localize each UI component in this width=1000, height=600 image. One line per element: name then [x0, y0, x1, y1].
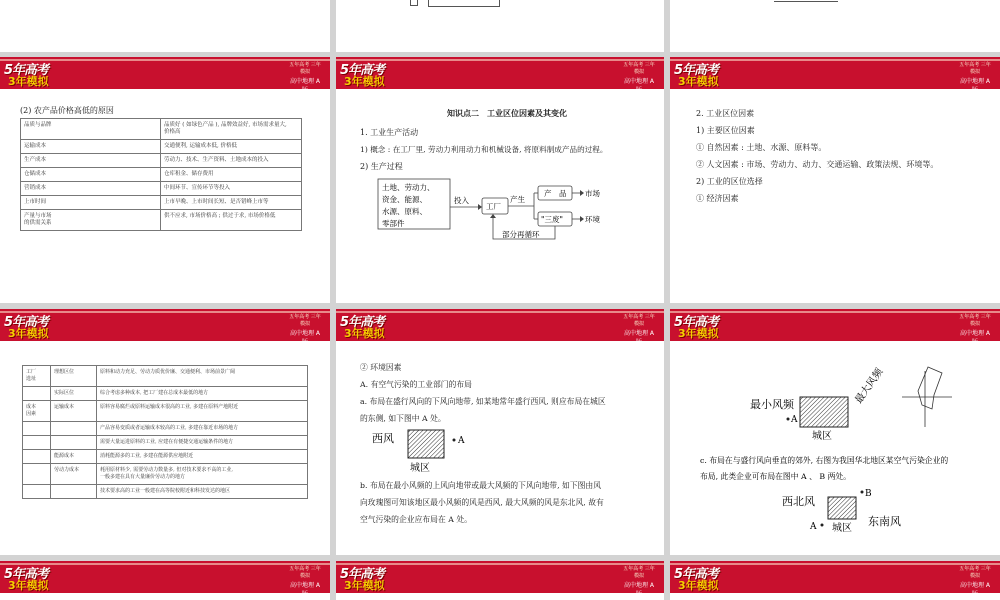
recycle-label: 部分再循环: [502, 230, 540, 239]
table-cell: [23, 450, 51, 464]
table-cell: 能源成本: [51, 450, 97, 464]
table-cell: 运输成本: [21, 140, 161, 154]
text-line: 向玫瑰图可知该地区最小风频的风是西风, 最大风频的风是东北风, 故有: [360, 498, 604, 507]
text-line: A. 有空气污染的工业部门的布局: [360, 380, 472, 389]
table-cell: 运输成本: [51, 401, 97, 422]
slide-fragment-top-middle: [336, 0, 664, 52]
text-line: 2. 工业区位因素: [696, 109, 755, 118]
publisher-badge-icon: 五年高考 三年模拟 高中地理 A版: [289, 314, 321, 346]
table-cell: 原料容易腐烂或原料运输成本很高的工业, 多建在原料产地附近: [97, 401, 308, 422]
diagram-fragment: [774, 0, 838, 2]
paragraph-line: c. 布局在与盛行风向垂直的郊外, 右图为我国华北地区某空气污染企业的: [700, 456, 949, 465]
text-line: a. 布局在盛行风向的下风向地带, 如某地常年盛行西风, 则应布局在城区: [360, 397, 606, 406]
waste-label: "三废": [541, 215, 563, 224]
publisher-badge-icon: 五年高考 三年模拟 高中地理 A版: [959, 62, 991, 94]
table-cell: 上市早晚、上市时间长短、是否错峰上市等: [161, 196, 302, 210]
slide-header-band: [0, 561, 330, 598]
arrow-output-label: 产生: [510, 195, 525, 204]
slide-header-band: [670, 561, 1000, 598]
table-cell: 仓储成本: [21, 168, 161, 182]
table-row: [23, 387, 308, 401]
slide-header-band: [336, 561, 664, 598]
table-cell: 技术要求高的工业一般建在高等院校附近和科技发达的地区: [97, 485, 308, 499]
slide-6[interactable]: [670, 309, 1000, 555]
min-frequency-label: 最小风频: [750, 398, 794, 411]
slide-fragment-bottom-middle: [336, 561, 664, 600]
table-cell: 供不应求, 市场价格高 ; 供过于求, 市场价格低: [161, 210, 302, 231]
table-cell: 实际区位: [51, 387, 97, 401]
text-line: 空气污染的企业应布局在 A 处。: [360, 515, 472, 524]
table-row: [23, 450, 308, 464]
point-b-label: B: [865, 489, 872, 499]
inputs-line-3: 水源、原料、: [382, 207, 427, 216]
table-cell: [23, 436, 51, 450]
city2-label: 城区: [832, 523, 852, 534]
table-cell: 品质好 ( 如绿色产品 ), 品牌效益好, 市场需求量大, 价格高: [161, 119, 302, 140]
slide-4[interactable]: [0, 309, 330, 555]
southeast-wind-label: 东南风: [868, 515, 901, 528]
text-line: ② 人文因素 : 市场、劳动力、动力、交通运输、政策法规、环境等。: [696, 160, 939, 169]
table-cell: 中间环节、宣传环节等投入: [161, 182, 302, 196]
table-cell: 工厂 选址: [23, 366, 51, 387]
text-line: 1) 概念 : 在工厂里, 劳动力利用动力和机械设备, 将原料制成产品的过程。: [360, 145, 608, 154]
section-heading: (2) 农产品价格高低的原因: [20, 106, 114, 115]
northwest-wind-label: 西北风: [782, 495, 815, 508]
table-cell: [51, 485, 97, 499]
table-cell: 营销成本: [21, 182, 161, 196]
table-cell: [23, 485, 51, 499]
environment-label: 环境: [585, 215, 600, 224]
publisher-badge-icon: 五年高考 三年模拟 高中地理 A版: [959, 314, 991, 346]
production-process-diagram: [336, 57, 664, 303]
point-a-label: A: [791, 415, 798, 425]
5n3n-logo: 5年高考 3年模拟: [4, 315, 49, 340]
table-row: [21, 140, 302, 154]
table-row: [21, 182, 302, 196]
slide-fragment-bottom-right: [670, 561, 1000, 600]
table-row: [23, 464, 308, 485]
text-line: ② 环境因素: [360, 363, 402, 372]
table-row: [21, 119, 302, 140]
publisher-badge-icon: 五年高考 三年模拟 高中地理 A版: [623, 314, 655, 346]
table-cell: 仓库租金、储存费用: [161, 168, 302, 182]
price-factors-table: [20, 118, 302, 231]
diagram-fragment: [428, 0, 500, 7]
city-label: 城区: [410, 463, 430, 474]
5n3n-logo: 5年高考 3年模拟: [674, 315, 719, 340]
inputs-line-1: 土地、劳动力、: [382, 183, 435, 192]
text-line: ① 经济因素: [696, 194, 739, 203]
slide-fragment-bottom-left: [0, 561, 330, 600]
west-wind-diagram: [336, 309, 664, 555]
point-a-label: A: [458, 436, 465, 446]
table-cell: 理想区位: [51, 366, 97, 387]
slide-5[interactable]: [336, 309, 664, 555]
text-line: b. 布局在最小风频的上风向地带或最大风频的下风向地带, 如下图由风: [360, 481, 602, 490]
slide-fragment-top-left: [0, 0, 330, 52]
publisher-badge-icon: 五年高考 三年模拟 高中地理 A版: [623, 566, 655, 598]
publisher-badge-icon: 五年高考 三年模拟 高中地理 A版: [623, 62, 655, 94]
table-cell: 品质与品牌: [21, 119, 161, 140]
5n3n-logo: 5年高考 3年模拟: [340, 63, 385, 88]
table-cell: 上市时间: [21, 196, 161, 210]
slide-header-band: [0, 309, 330, 346]
publisher-badge-icon: 五年高考 三年模拟 高中地理 A版: [289, 62, 321, 94]
slide-3[interactable]: [670, 57, 1000, 303]
factory-label: 工厂: [486, 202, 501, 211]
slide-header-band: [670, 57, 1000, 94]
paragraph-line: 布局, 此类企业可布局在图中 A 、 B 两处。: [700, 472, 851, 481]
table-cell: 交通便利, 运输成本低, 价格低: [161, 140, 302, 154]
table-cell: 劳动力、技术、生产资料、土地成本的投入: [161, 154, 302, 168]
location-factors-table: [22, 365, 308, 499]
inputs-line-2: 资金、能源、: [382, 195, 427, 204]
table-row: [23, 366, 308, 387]
wind-frequency-diagram: [670, 309, 1000, 555]
slide-2[interactable]: [336, 57, 664, 303]
table-cell: 消耗能源多的工业, 多建在能源供应地附近: [97, 450, 308, 464]
5n3n-logo: 5年高考 3年模拟: [674, 63, 719, 88]
table-cell: [23, 464, 51, 485]
slide-1[interactable]: [0, 57, 330, 303]
text-line: 2) 工业的区位选择: [696, 177, 763, 186]
table-row: [23, 485, 308, 499]
table-cell: 耗用原材料少, 需要劳动力数量多, 但对技术要求不高的工业, 一般多建在具有大量廉价劳动力的地方: [97, 464, 308, 485]
5n3n-logo: 5年高考 3年模拟: [340, 567, 385, 592]
publisher-badge-icon: 五年高考 三年模拟 高中地理 A版: [289, 566, 321, 598]
table-row: [23, 401, 308, 422]
table-cell: 产品容易变质或者运输成本较高的工业, 多建在靠近市场的地方: [97, 422, 308, 436]
wind-rose-icon: [902, 367, 952, 427]
text-line: 2) 生产过程: [360, 162, 403, 171]
table-cell: [51, 422, 97, 436]
table-cell: 产量与市场 的供需关系: [21, 210, 161, 231]
point-a2-label: A: [810, 522, 817, 532]
slide-header-band: [0, 57, 330, 94]
city-label: 城区: [812, 431, 832, 442]
slide-fragment-top-right: [670, 0, 1000, 52]
table-row: [21, 168, 302, 182]
table-cell: [51, 436, 97, 450]
inputs-line-4: 零部件: [382, 219, 405, 228]
table-row: [21, 154, 302, 168]
text-line: 1. 工业生产活动: [360, 128, 419, 137]
table-cell: 生产成本: [21, 154, 161, 168]
arrow-input-label: 投入: [454, 196, 469, 205]
5n3n-logo: 5年高考 3年模拟: [4, 567, 49, 592]
table-cell: 综合考虑多种成本, 把工厂建在总成本最低的地方: [97, 387, 308, 401]
table-row: [23, 436, 308, 450]
table-row: [21, 196, 302, 210]
section-title: 知识点二 工业区位因素及其变化: [447, 109, 567, 118]
product-label: 产 品: [544, 189, 567, 198]
text-line: 1) 主要区位因素: [696, 126, 755, 135]
publisher-badge-icon: 五年高考 三年模拟 高中地理 A版: [959, 566, 991, 598]
table-row: [23, 422, 308, 436]
table-cell: 成本 因素: [23, 401, 51, 422]
5n3n-logo: 5年高考 3年模拟: [340, 315, 385, 340]
table-cell: [23, 422, 51, 436]
5n3n-logo: 5年高考 3年模拟: [674, 567, 719, 592]
table-cell: 原料和动力充足、劳动力质优价廉、交通便利、市场前景广阔: [97, 366, 308, 387]
text-line: ① 自然因素 : 土地、水源、原料等。: [696, 143, 827, 152]
market-label: 市场: [585, 189, 600, 198]
table-cell: 劳动力成本: [51, 464, 97, 485]
table-cell: [23, 387, 51, 401]
diagram-fragment: [410, 0, 418, 6]
table-row: [21, 210, 302, 231]
max-frequency-label: 最大风频: [853, 366, 886, 406]
table-cell: 需要大量运进原料的工业, 应建在有便捷交通运输条件的地方: [97, 436, 308, 450]
text-line: 的东侧, 如下图中 A 处。: [360, 414, 446, 423]
5n3n-logo: 5年高考 3年模拟: [4, 63, 49, 88]
west-wind-label: 西风: [372, 432, 394, 445]
